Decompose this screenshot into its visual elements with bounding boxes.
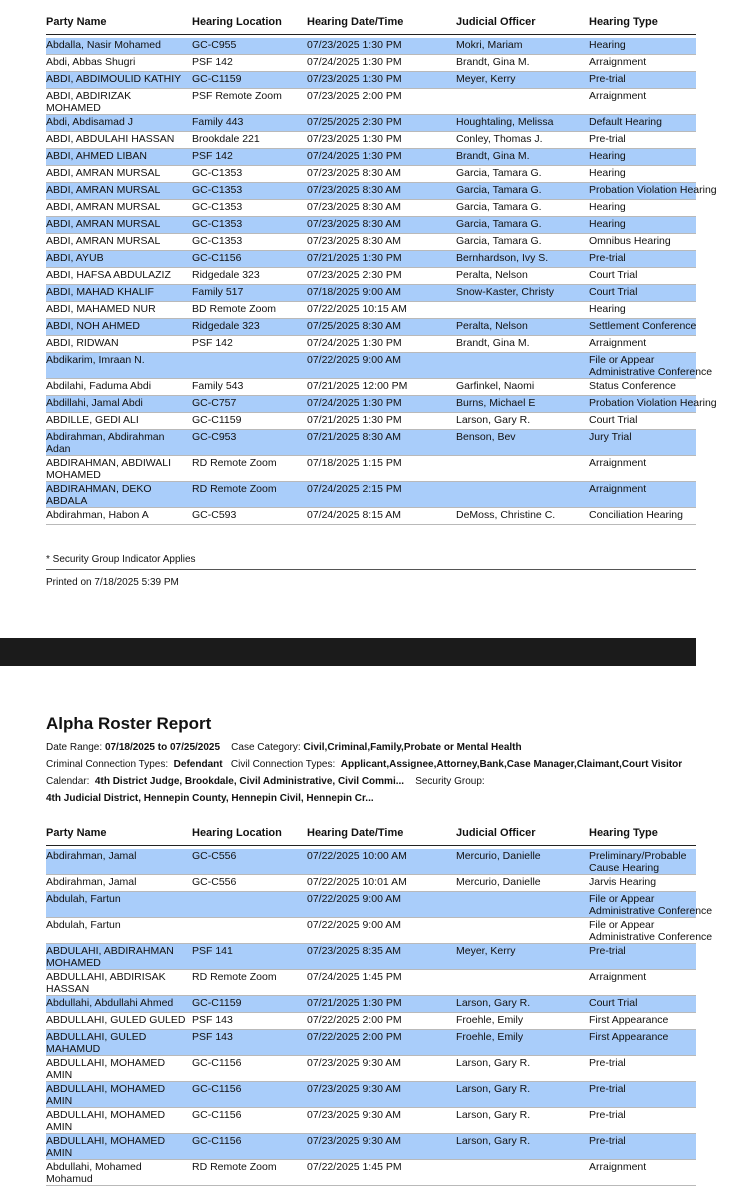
party-name-cell: ABDULLAHI, GULED GULED: [46, 1014, 186, 1026]
hearing-datetime-cell: 07/21/2025 1:30 PM: [307, 252, 402, 264]
party-name-cell: ABDI, MAHAD KHALIF: [46, 286, 154, 298]
table-row: [46, 918, 713, 944]
hearing-datetime-cell: 07/18/2025 1:15 PM: [307, 457, 402, 469]
hearing-type-cell: Jury Trial: [589, 431, 632, 443]
hearing-type-cell: Pre-trial: [589, 945, 626, 957]
report-meta-line-2: Criminal Connection Types: Defendant Civil Connection Types: Applicant,Assignee,Attorney,Bank,Case Manager,Claimant,Court Visitor: [46, 759, 683, 770]
hearing-type-cell: File or Appear Administrative Conference: [589, 893, 713, 917]
report-meta-line-1: Date Range: 07/18/2025 to 07/25/2025 Case Category: Civil,Criminal,Family,Probate or Mental Health: [46, 742, 522, 753]
judicial-officer-cell: Brandt, Gina M.: [456, 56, 530, 68]
table-row: [46, 413, 696, 430]
table-row: [46, 115, 696, 132]
security-footnote: * Security Group Indicator Applies: [46, 554, 196, 565]
table-row: [46, 149, 696, 166]
party-name-cell: Abdirahman, Habon A: [46, 509, 149, 521]
hearing-datetime-cell: 07/24/2025 1:45 PM: [307, 971, 402, 983]
hearing-location-cell: Family 543: [192, 380, 244, 392]
hearing-datetime-cell: 07/24/2025 1:30 PM: [307, 56, 402, 68]
hearing-location-cell: RD Remote Zoom: [192, 1161, 277, 1173]
hearing-location-cell: Brookdale 221: [192, 133, 260, 145]
hearing-type-cell: File or Appear Administrative Conference: [589, 919, 713, 943]
judicial-officer-cell: Froehle, Emily: [456, 1031, 524, 1043]
table-row: [46, 1108, 696, 1134]
hearing-datetime-cell: 07/24/2025 2:15 PM: [307, 483, 402, 495]
party-name-cell: Abdalla, Nasir Mohamed: [46, 39, 161, 51]
hearing-datetime-cell: 07/24/2025 8:15 AM: [307, 509, 401, 521]
table-row: [46, 336, 696, 353]
hearing-datetime-cell: 07/21/2025 1:30 PM: [307, 997, 402, 1009]
party-name-cell: Abdirahman, Jamal: [46, 876, 137, 888]
table-row: [46, 166, 696, 183]
hearing-location-cell: GC-C1159: [192, 997, 242, 1009]
page-divider: [0, 638, 696, 666]
hearing-location-cell: GC-C1159: [192, 414, 242, 426]
table-row: [46, 508, 696, 525]
hearing-datetime-cell: 07/22/2025 2:00 PM: [307, 1014, 402, 1026]
party-name-cell: ABDI, AMRAN MURSAL: [46, 201, 161, 213]
hearing-type-cell: Pre-trial: [589, 1135, 626, 1147]
hearing-datetime-cell: 07/22/2025 9:00 AM: [307, 354, 401, 366]
party-name-cell: ABDULLAHI, ABDIRISAK HASSAN: [46, 971, 166, 995]
hearing-type-cell: Probation Violation Hearing: [589, 397, 717, 409]
party-name-cell: ABDI, AYUB: [46, 252, 104, 264]
table-row: [46, 55, 696, 72]
hearing-location-cell: GC-C1156: [192, 1083, 242, 1095]
table-row: [46, 302, 696, 319]
col-hearing-datetime: Hearing Date/Time: [307, 827, 404, 839]
judicial-officer-cell: Larson, Gary R.: [456, 1057, 531, 1069]
hearing-type-cell: Jarvis Hearing: [589, 876, 657, 888]
table-row: [46, 72, 696, 89]
hearing-type-cell: File or Appear Administrative Conference: [589, 354, 713, 378]
table-row: [46, 1013, 696, 1030]
hearing-datetime-cell: 07/23/2025 8:35 AM: [307, 945, 401, 957]
party-name-cell: ABDI, ABDIRIZAK MOHAMED: [46, 90, 132, 114]
party-name-cell: ABDI, AMRAN MURSAL: [46, 167, 161, 179]
hearing-location-cell: GC-C1353: [192, 235, 243, 247]
hearing-datetime-cell: 07/23/2025 2:30 PM: [307, 269, 402, 281]
hearing-type-cell: Probation Violation Hearing: [589, 184, 717, 196]
judicial-officer-cell: Garfinkel, Naomi: [456, 380, 535, 392]
judicial-officer-cell: Benson, Bev: [456, 431, 516, 443]
hearing-datetime-cell: 07/22/2025 1:45 PM: [307, 1161, 402, 1173]
party-name-cell: ABDULLAHI, GULED MAHAMUD: [46, 1031, 147, 1055]
hearing-location-cell: GC-C757: [192, 397, 237, 409]
table-row: [46, 1056, 696, 1082]
hearing-datetime-cell: 07/22/2025 9:00 AM: [307, 893, 401, 905]
hearing-type-cell: Hearing: [589, 303, 626, 315]
hearing-datetime-cell: 07/25/2025 8:30 AM: [307, 320, 401, 332]
hearing-location-cell: GC-C1156: [192, 1135, 242, 1147]
hearing-datetime-cell: 07/23/2025 1:30 PM: [307, 39, 402, 51]
judicial-officer-cell: Garcia, Tamara G.: [456, 201, 542, 213]
hearing-location-cell: GC-C1156: [192, 252, 242, 264]
hearing-type-cell: Arraignment: [589, 90, 647, 102]
hearing-location-cell: Family 517: [192, 286, 244, 298]
hearing-datetime-cell: 07/24/2025 1:30 PM: [307, 337, 402, 349]
table-row: [46, 89, 696, 115]
hearing-type-cell: Pre-trial: [589, 1083, 626, 1095]
judicial-officer-cell: Conley, Thomas J.: [456, 133, 543, 145]
hearing-location-cell: GC-C953: [192, 431, 237, 443]
hearing-location-cell: GC-C1156: [192, 1057, 242, 1069]
table-row: [46, 1030, 696, 1056]
hearing-datetime-cell: 07/22/2025 10:00 AM: [307, 850, 407, 862]
hearing-datetime-cell: 07/23/2025 1:30 PM: [307, 73, 402, 85]
table-row: [46, 430, 696, 456]
party-name-cell: ABDI, ABDIMOULID KATHIY: [46, 73, 182, 85]
report-meta-line-4: 4th Judicial District, Hennepin County, Hennepin Civil, Hennepin Cr...: [46, 793, 374, 804]
party-name-cell: ABDI, AMRAN MURSAL: [46, 235, 161, 247]
table-row: [46, 1134, 696, 1160]
judicial-officer-cell: Snow-Kaster, Christy: [456, 286, 555, 298]
party-name-cell: ABDULLAHI, MOHAMED AMIN: [46, 1057, 166, 1081]
hearing-type-cell: Arraignment: [589, 56, 647, 68]
table-row: [46, 268, 696, 285]
party-name-cell: Abdulah, Fartun: [46, 893, 121, 905]
table-row: [46, 132, 696, 149]
hearing-type-cell: Hearing: [589, 39, 626, 51]
hearing-type-cell: Arraignment: [589, 1161, 647, 1173]
hearing-datetime-cell: 07/21/2025 1:30 PM: [307, 414, 402, 426]
judicial-officer-cell: Larson, Gary R.: [456, 997, 531, 1009]
hearing-datetime-cell: 07/22/2025 10:15 AM: [307, 303, 407, 315]
table-row: [46, 38, 696, 55]
judicial-officer-cell: Froehle, Emily: [456, 1014, 524, 1026]
judicial-officer-cell: Garcia, Tamara G.: [456, 218, 542, 230]
judicial-officer-cell: Houghtaling, Melissa: [456, 116, 554, 128]
hearing-type-cell: Pre-trial: [589, 252, 626, 264]
hearing-type-cell: Arraignment: [589, 971, 647, 983]
party-name-cell: ABDI, HAFSA ABDULAZIZ: [46, 269, 171, 281]
hearing-type-cell: Pre-trial: [589, 133, 626, 145]
judicial-officer-cell: Mercurio, Danielle: [456, 850, 541, 862]
hearing-type-cell: Pre-trial: [589, 73, 626, 85]
hearing-datetime-cell: 07/23/2025 8:30 AM: [307, 201, 401, 213]
party-name-cell: ABDULAHI, ABDIRAHMAN MOHAMED: [46, 945, 174, 969]
hearing-location-cell: PSF 142: [192, 150, 233, 162]
hearing-location-cell: GC-C1353: [192, 184, 243, 196]
hearing-location-cell: Ridgedale 323: [192, 269, 260, 281]
table-row: [46, 396, 717, 413]
judicial-officer-cell: Brandt, Gina M.: [456, 337, 530, 349]
col-judicial-officer: Judicial Officer: [456, 16, 536, 28]
table-header: [46, 12, 696, 35]
hearing-type-cell: Pre-trial: [589, 1057, 626, 1069]
judicial-officer-cell: Peralta, Nelson: [456, 320, 528, 332]
hearing-datetime-cell: 07/21/2025 8:30 AM: [307, 431, 401, 443]
party-name-cell: Abdikarim, Imraan N.: [46, 354, 145, 366]
hearing-type-cell: Arraignment: [589, 337, 647, 349]
table-row: [46, 996, 696, 1013]
judicial-officer-cell: Burns, Michael E: [456, 397, 536, 409]
printed-timestamp: Printed on 7/18/2025 5:39 PM: [46, 577, 179, 588]
hearing-datetime-cell: 07/23/2025 1:30 PM: [307, 133, 402, 145]
party-name-cell: Abdulah, Fartun: [46, 919, 121, 931]
party-name-cell: Abdirahman, Jamal: [46, 850, 137, 862]
hearing-datetime-cell: 07/24/2025 1:30 PM: [307, 150, 402, 162]
hearing-datetime-cell: 07/23/2025 8:30 AM: [307, 218, 401, 230]
hearing-type-cell: Court Trial: [589, 269, 638, 281]
table-row: [46, 379, 696, 396]
hearing-datetime-cell: 07/23/2025 9:30 AM: [307, 1109, 401, 1121]
hearing-datetime-cell: 07/23/2025 9:30 AM: [307, 1083, 401, 1095]
col-hearing-location: Hearing Location: [192, 16, 282, 28]
judicial-officer-cell: Garcia, Tamara G.: [456, 167, 542, 179]
party-name-cell: ABDILLE, GEDI ALI: [46, 414, 139, 426]
report-page-2: [0, 666, 713, 1200]
hearing-type-cell: First Appearance: [589, 1031, 669, 1043]
table-row: [46, 319, 696, 336]
col-judicial-officer: Judicial Officer: [456, 827, 536, 839]
hearing-location-cell: BD Remote Zoom: [192, 303, 277, 315]
col-party-name: Party Name: [46, 827, 107, 839]
hearing-type-cell: Settlement Conference: [589, 320, 697, 332]
table-row: [46, 875, 696, 892]
hearing-datetime-cell: 07/18/2025 9:00 AM: [307, 286, 401, 298]
footer-divider: [46, 569, 696, 570]
judicial-officer-cell: Brandt, Gina M.: [456, 150, 530, 162]
hearing-datetime-cell: 07/23/2025 8:30 AM: [307, 235, 401, 247]
hearing-type-cell: First Appearance: [589, 1014, 669, 1026]
party-name-cell: Abdullahi, Mohamed Mohamud: [46, 1161, 142, 1185]
hearing-type-cell: Hearing: [589, 218, 626, 230]
hearing-type-cell: Arraignment: [589, 483, 647, 495]
judicial-officer-cell: Bernhardson, Ivy S.: [456, 252, 549, 264]
table-row: [46, 1082, 696, 1108]
judicial-officer-cell: Peralta, Nelson: [456, 269, 528, 281]
hearing-type-cell: Conciliation Hearing: [589, 509, 683, 521]
hearing-location-cell: RD Remote Zoom: [192, 971, 277, 983]
judicial-officer-cell: Mercurio, Danielle: [456, 876, 541, 888]
judicial-officer-cell: Meyer, Kerry: [456, 73, 516, 85]
hearing-datetime-cell: 07/23/2025 8:30 AM: [307, 167, 401, 179]
report-meta-line-3: Calendar: 4th District Judge, Brookdale, Civil Administrative, Civil Commi... Security Group:: [46, 776, 485, 787]
table-row: [46, 1160, 696, 1186]
hearing-location-cell: GC-C556: [192, 850, 237, 862]
table-row: [46, 482, 696, 508]
hearing-type-cell: Status Conference: [589, 380, 676, 392]
col-hearing-location: Hearing Location: [192, 827, 282, 839]
roster-table-body: [46, 38, 717, 525]
judicial-officer-cell: Larson, Gary R.: [456, 1083, 531, 1095]
hearing-location-cell: Family 443: [192, 116, 244, 128]
hearing-location-cell: RD Remote Zoom: [192, 483, 277, 495]
judicial-officer-cell: Garcia, Tamara G.: [456, 184, 542, 196]
hearing-location-cell: PSF 142: [192, 56, 233, 68]
hearing-location-cell: PSF 143: [192, 1031, 233, 1043]
party-name-cell: ABDULLAHI, MOHAMED AMIN: [46, 1135, 166, 1159]
party-name-cell: ABDI, AMRAN MURSAL: [46, 218, 161, 230]
party-name-cell: ABDULLAHI, MOHAMED AMIN: [46, 1083, 166, 1107]
hearing-datetime-cell: 07/24/2025 1:30 PM: [307, 397, 402, 409]
table-row: [46, 970, 696, 996]
hearing-type-cell: Hearing: [589, 167, 626, 179]
hearing-location-cell: PSF Remote Zoom: [192, 90, 282, 102]
hearing-type-cell: Preliminary/Probable Cause Hearing: [589, 850, 687, 874]
party-name-cell: Abdullahi, Abdullahi Ahmed: [46, 997, 174, 1009]
table-row: [46, 251, 696, 268]
hearing-location-cell: GC-C1353: [192, 201, 243, 213]
col-hearing-type: Hearing Type: [589, 827, 658, 839]
table-row: [46, 217, 696, 234]
hearing-datetime-cell: 07/25/2025 2:30 PM: [307, 116, 402, 128]
hearing-datetime-cell: 07/22/2025 10:01 AM: [307, 876, 407, 888]
party-name-cell: ABDI, RIDWAN: [46, 337, 119, 349]
col-hearing-type: Hearing Type: [589, 16, 658, 28]
hearing-location-cell: RD Remote Zoom: [192, 457, 277, 469]
hearing-location-cell: GC-C1156: [192, 1109, 242, 1121]
party-name-cell: ABDI, AHMED LIBAN: [46, 150, 147, 162]
party-name-cell: Abdilahi, Faduma Abdi: [46, 380, 152, 392]
hearing-location-cell: PSF 142: [192, 337, 233, 349]
hearing-datetime-cell: 07/23/2025 9:30 AM: [307, 1057, 401, 1069]
party-name-cell: Abdillahi, Jamal Abdi: [46, 397, 143, 409]
party-name-cell: ABDI, MAHAMED NUR: [46, 303, 156, 315]
table-row: [46, 944, 696, 970]
hearing-type-cell: Court Trial: [589, 997, 638, 1009]
col-hearing-datetime: Hearing Date/Time: [307, 16, 404, 28]
hearing-location-cell: PSF 143: [192, 1014, 233, 1026]
party-name-cell: ABDULLAHI, MOHAMED AMIN: [46, 1109, 166, 1133]
hearing-type-cell: Court Trial: [589, 286, 638, 298]
hearing-datetime-cell: 07/23/2025 8:30 AM: [307, 184, 401, 196]
hearing-datetime-cell: 07/22/2025 2:00 PM: [307, 1031, 402, 1043]
judicial-officer-cell: Mokri, Mariam: [456, 39, 523, 51]
report-title: Alpha Roster Report: [46, 714, 212, 733]
hearing-location-cell: PSF 141: [192, 945, 233, 957]
col-party-name: Party Name: [46, 16, 107, 28]
roster-table-body: [46, 849, 713, 1186]
judicial-officer-cell: Meyer, Kerry: [456, 945, 516, 957]
hearing-type-cell: Default Hearing: [589, 116, 662, 128]
hearing-location-cell: GC-C593: [192, 509, 237, 521]
judicial-officer-cell: Garcia, Tamara G.: [456, 235, 542, 247]
judicial-officer-cell: DeMoss, Christine C.: [456, 509, 556, 521]
party-name-cell: ABDI, NOH AHMED: [46, 320, 140, 332]
table-header: [46, 823, 696, 846]
table-row: [46, 234, 696, 251]
hearing-location-cell: Ridgedale 323: [192, 320, 260, 332]
table-row: [46, 200, 696, 217]
party-name-cell: ABDIRAHMAN, DEKO ABDALA: [46, 483, 152, 507]
hearing-type-cell: Court Trial: [589, 414, 638, 426]
hearing-datetime-cell: 07/23/2025 2:00 PM: [307, 90, 402, 102]
hearing-location-cell: GC-C1353: [192, 167, 243, 179]
hearing-datetime-cell: 07/22/2025 9:00 AM: [307, 919, 401, 931]
party-name-cell: Abdi, Abdisamad J: [46, 116, 133, 128]
hearing-datetime-cell: 07/21/2025 12:00 PM: [307, 380, 408, 392]
hearing-location-cell: GC-C955: [192, 39, 237, 51]
party-name-cell: ABDI, AMRAN MURSAL: [46, 184, 161, 196]
table-row: [46, 849, 696, 875]
table-row: [46, 285, 696, 302]
judicial-officer-cell: Larson, Gary R.: [456, 414, 531, 426]
table-row: [46, 892, 713, 918]
table-row: [46, 353, 713, 379]
hearing-type-cell: Hearing: [589, 201, 626, 213]
party-name-cell: ABDIRAHMAN, ABDIWALI MOHAMED: [46, 457, 172, 481]
party-name-cell: Abdirahman, Abdirahman Adan: [46, 431, 165, 455]
hearing-type-cell: Arraignment: [589, 457, 647, 469]
party-name-cell: ABDI, ABDULAHI HASSAN: [46, 133, 175, 145]
hearing-location-cell: GC-C1353: [192, 218, 243, 230]
judicial-officer-cell: Larson, Gary R.: [456, 1135, 531, 1147]
party-name-cell: Abdi, Abbas Shugri: [46, 56, 136, 68]
hearing-type-cell: Hearing: [589, 150, 626, 162]
hearing-type-cell: Omnibus Hearing: [589, 235, 671, 247]
hearing-type-cell: Pre-trial: [589, 1109, 626, 1121]
hearing-datetime-cell: 07/23/2025 9:30 AM: [307, 1135, 401, 1147]
judicial-officer-cell: Larson, Gary R.: [456, 1109, 531, 1121]
hearing-location-cell: GC-C1159: [192, 73, 242, 85]
table-row: [46, 456, 696, 482]
hearing-location-cell: GC-C556: [192, 876, 237, 888]
table-row: [46, 183, 717, 200]
